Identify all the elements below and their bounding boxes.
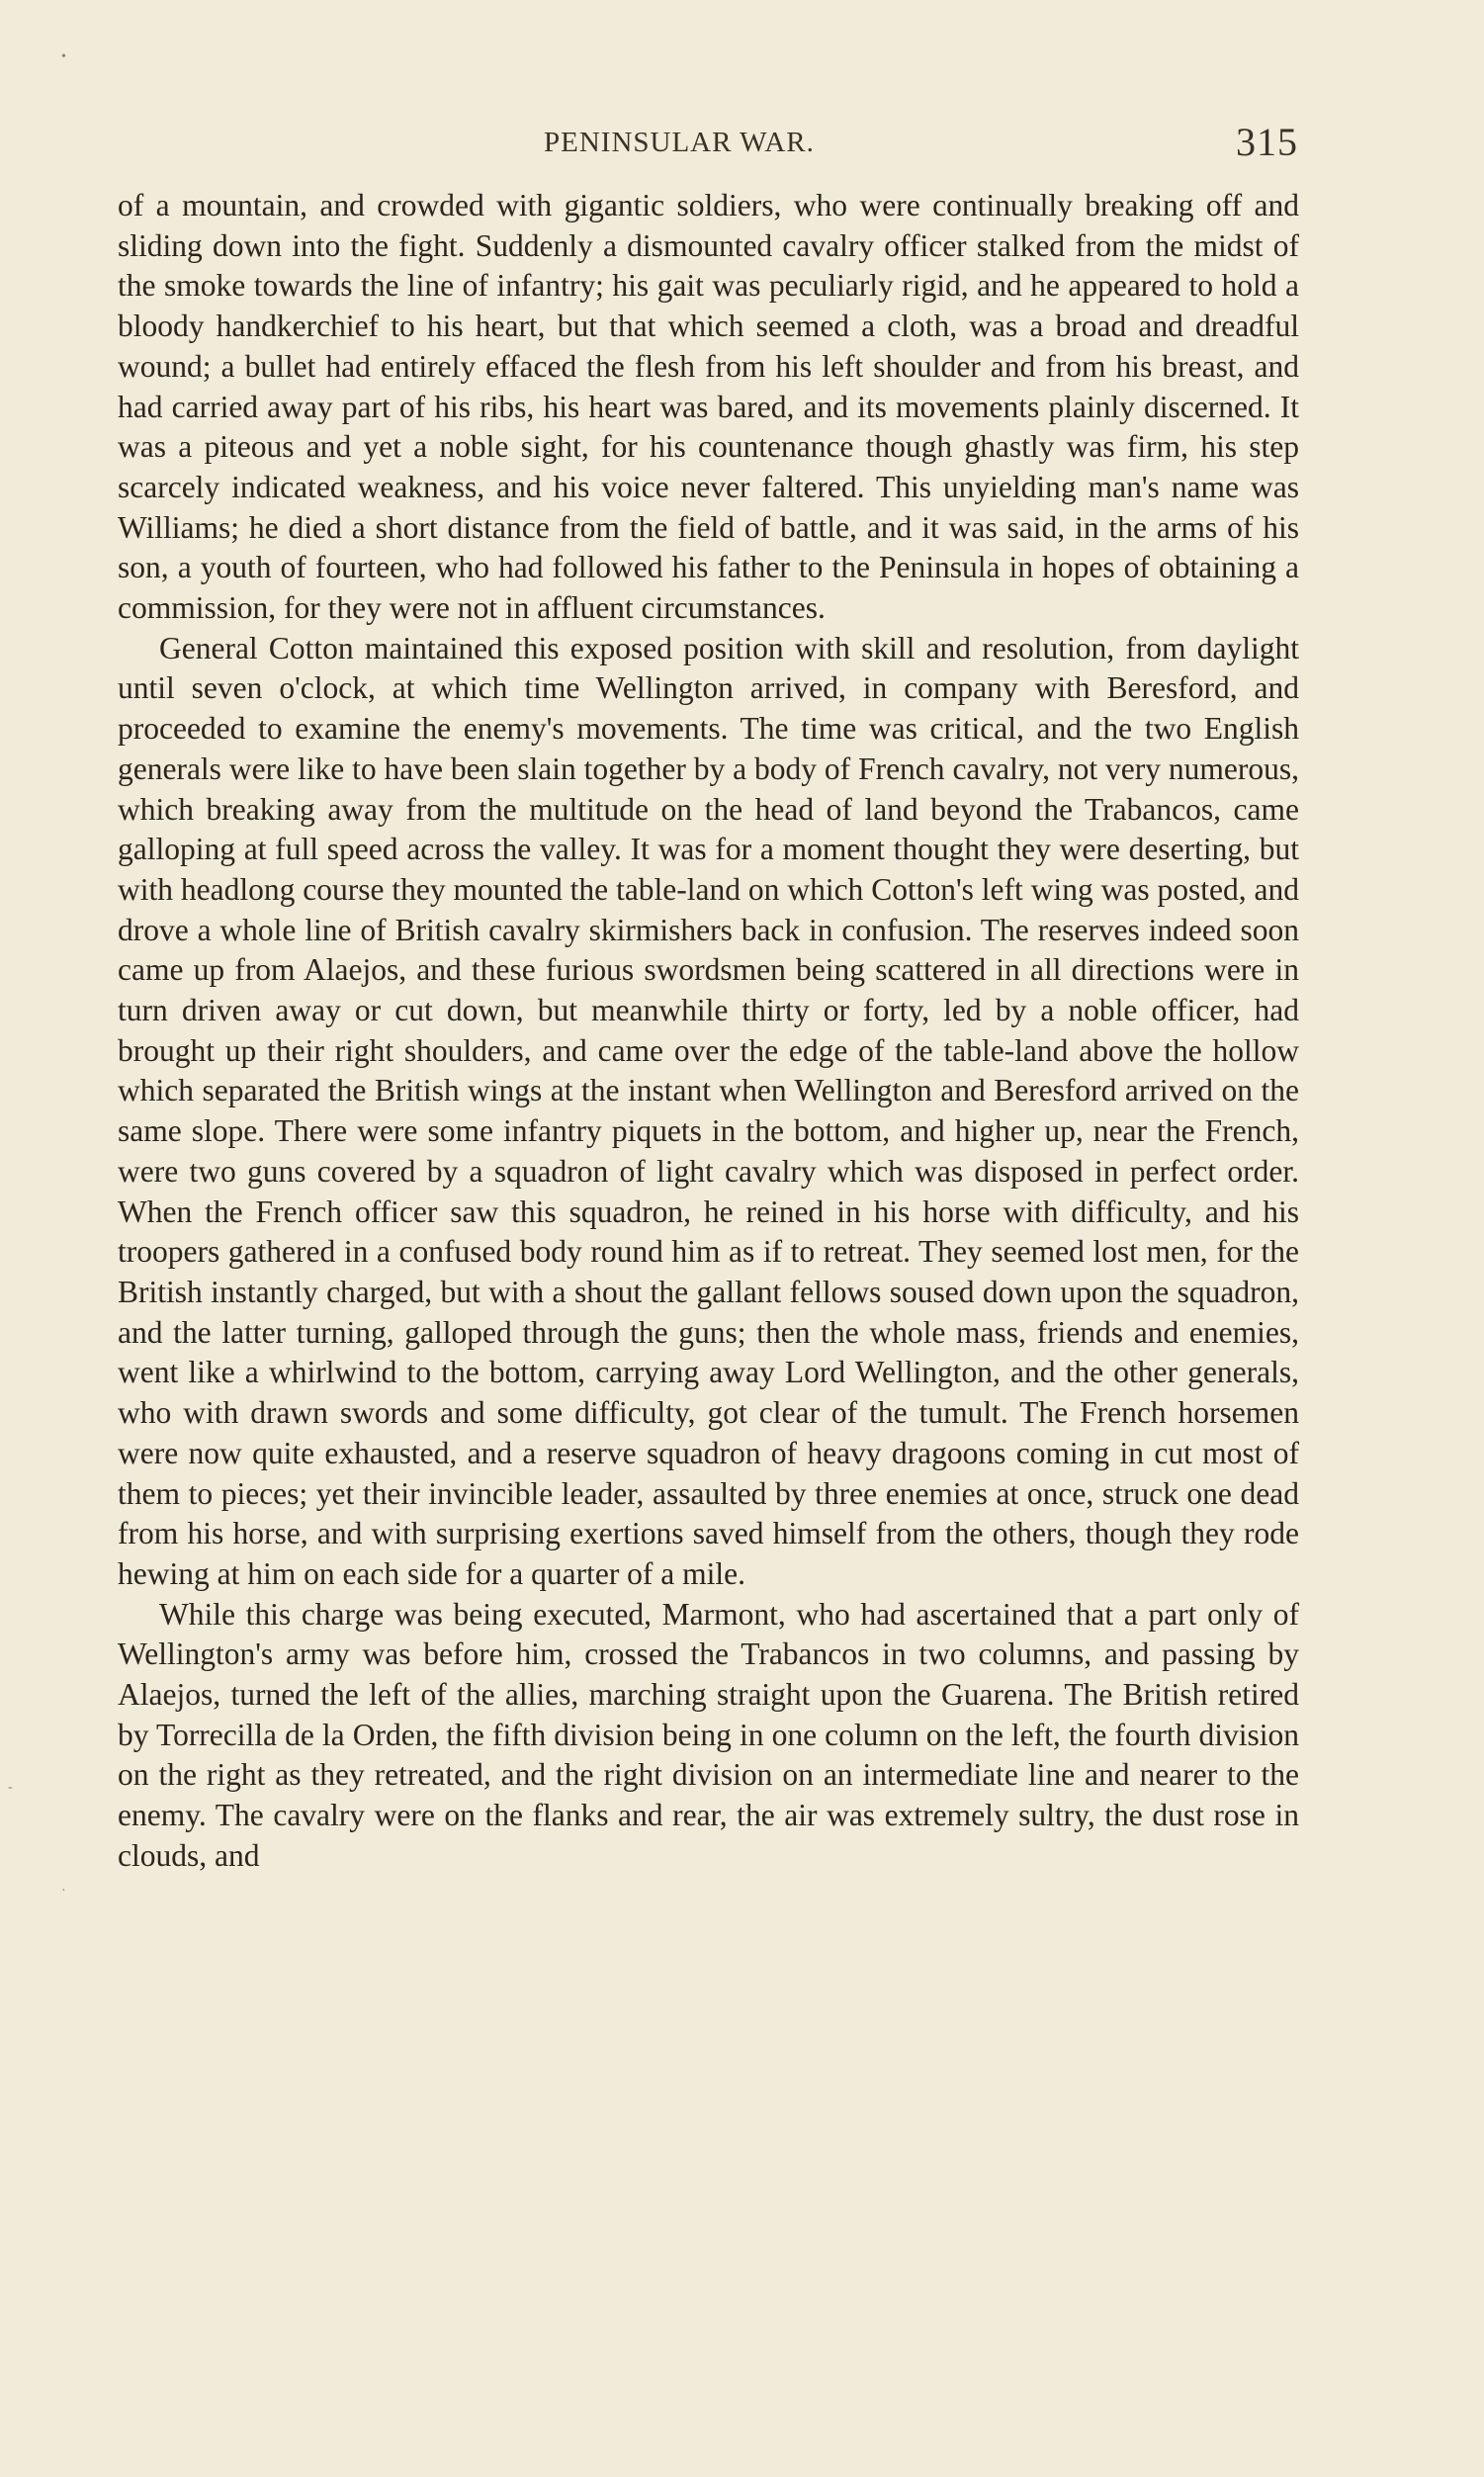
paragraph-2: General Cotton maintained this exposed position with skill and resolution, from daylight until seven o'clock, at which time Wellington arrived, in company with Beresford, and proceeded to examine the enemy's movements. The time was critical, and the two English generals were like to have been slain together by a body of French cavalry, not very numerous, which breaking away from the multitude on the head of land beyond the Trabancos, came galloping at full speed across the valley. It was for a moment thought they were deserting, but with headlong course they mounted the table-land on which Cotton's left wing was posted, and drove a whole line of British cavalry skirmishers back in confusion. The reserves indeed soon came up from Alaejos, and these furious swordsmen being scattered in all directions were in turn driven away or cut down, but meanwhile thirty or forty, led by a noble officer, had brought up their right shoulders, and came over the edge of the table-land above the hollow which separated the British wings at the instant when Wellington and Beresford arrived on the same slope. There were some infantry piquets in the bottom, and higher up, near the French, were two guns covered by a squadron of light cavalry which was disposed in perfect order. When the French officer saw this squadron, he reined in his horse with difficulty, and his troopers gathered in a confused body round him as if to retreat. They seemed lost men, for the British instantly charged, but with a shout the gallant fellows soused down upon the squadron, and the latter turning, galloped through the guns; then the whole mass, friends and enemies, went like a whirlwind to the bottom, carrying away Lord Wellington, and the other generals, who with drawn swords and some difficulty, got clear of the tumult. The French horsemen were now quite exhausted, and a reserve squadron of heavy dragoons coming in cut most of them to pieces; yet their invincible leader, assaulted by three enemies at once, struck one dead from his horse, and with surprising exertions saved himself from the others, though they rode hewing at him on each side for a quarter of a mile.: [118, 630, 1299, 1591]
margin-speck: -: [8, 1780, 13, 1795]
page-number: 315: [1236, 120, 1298, 164]
paragraph-3: While this charge was being executed, Marmont, who had ascertained that a part only of Wellington's army was before him, crossed the Trabancos in two columns, and passing by Alaejos, turned the left of the allies, marching straight upon the Guarena. The British retired by Torrecilla de la Orden, the fifth division being in one column on the left, the fourth division on the right as they retreated, and the right division on an intermediate line and nearer to the enemy. The cavalry were on the flanks and rear, the air was extremely sultry, the dust rose in clouds, and: [118, 1596, 1299, 1873]
running-head: [119, 119, 1305, 168]
running-title: PENINSULAR WAR.: [544, 127, 815, 158]
body-text: [118, 186, 1299, 1877]
paragraph-1: of a mountain, and crowded with gigantic soldiers, who were continually breaking off and sliding down into the fight. Suddenly a dismounted cavalry officer stalked from the midst of the smoke towards the line of infantry; his gait was peculiarly rigid, and he appeared to hold a bloody handkerchief to his heart, but that which seemed a cloth, was a broad and dreadful wound; a bullet had entirely effaced the flesh from his left shoulder and from his breast, and had carried away part of his ribs, his heart was bared, and its movements plainly discerned. It was a piteous and yet a noble sight, for his countenance though ghastly was firm, his step scarcely indicated weakness, and his voice never faltered. This unyielding man's name was Williams; he died a short distance from the field of battle, and it was said, in the arms of his son, a youth of fourteen, who had followed his father to the Peninsula in hopes of obtaining a commission, for they were not in affluent circumstances.: [118, 188, 1299, 626]
margin-speck: ·: [61, 1884, 66, 1899]
margin-speck: •: [61, 49, 66, 64]
